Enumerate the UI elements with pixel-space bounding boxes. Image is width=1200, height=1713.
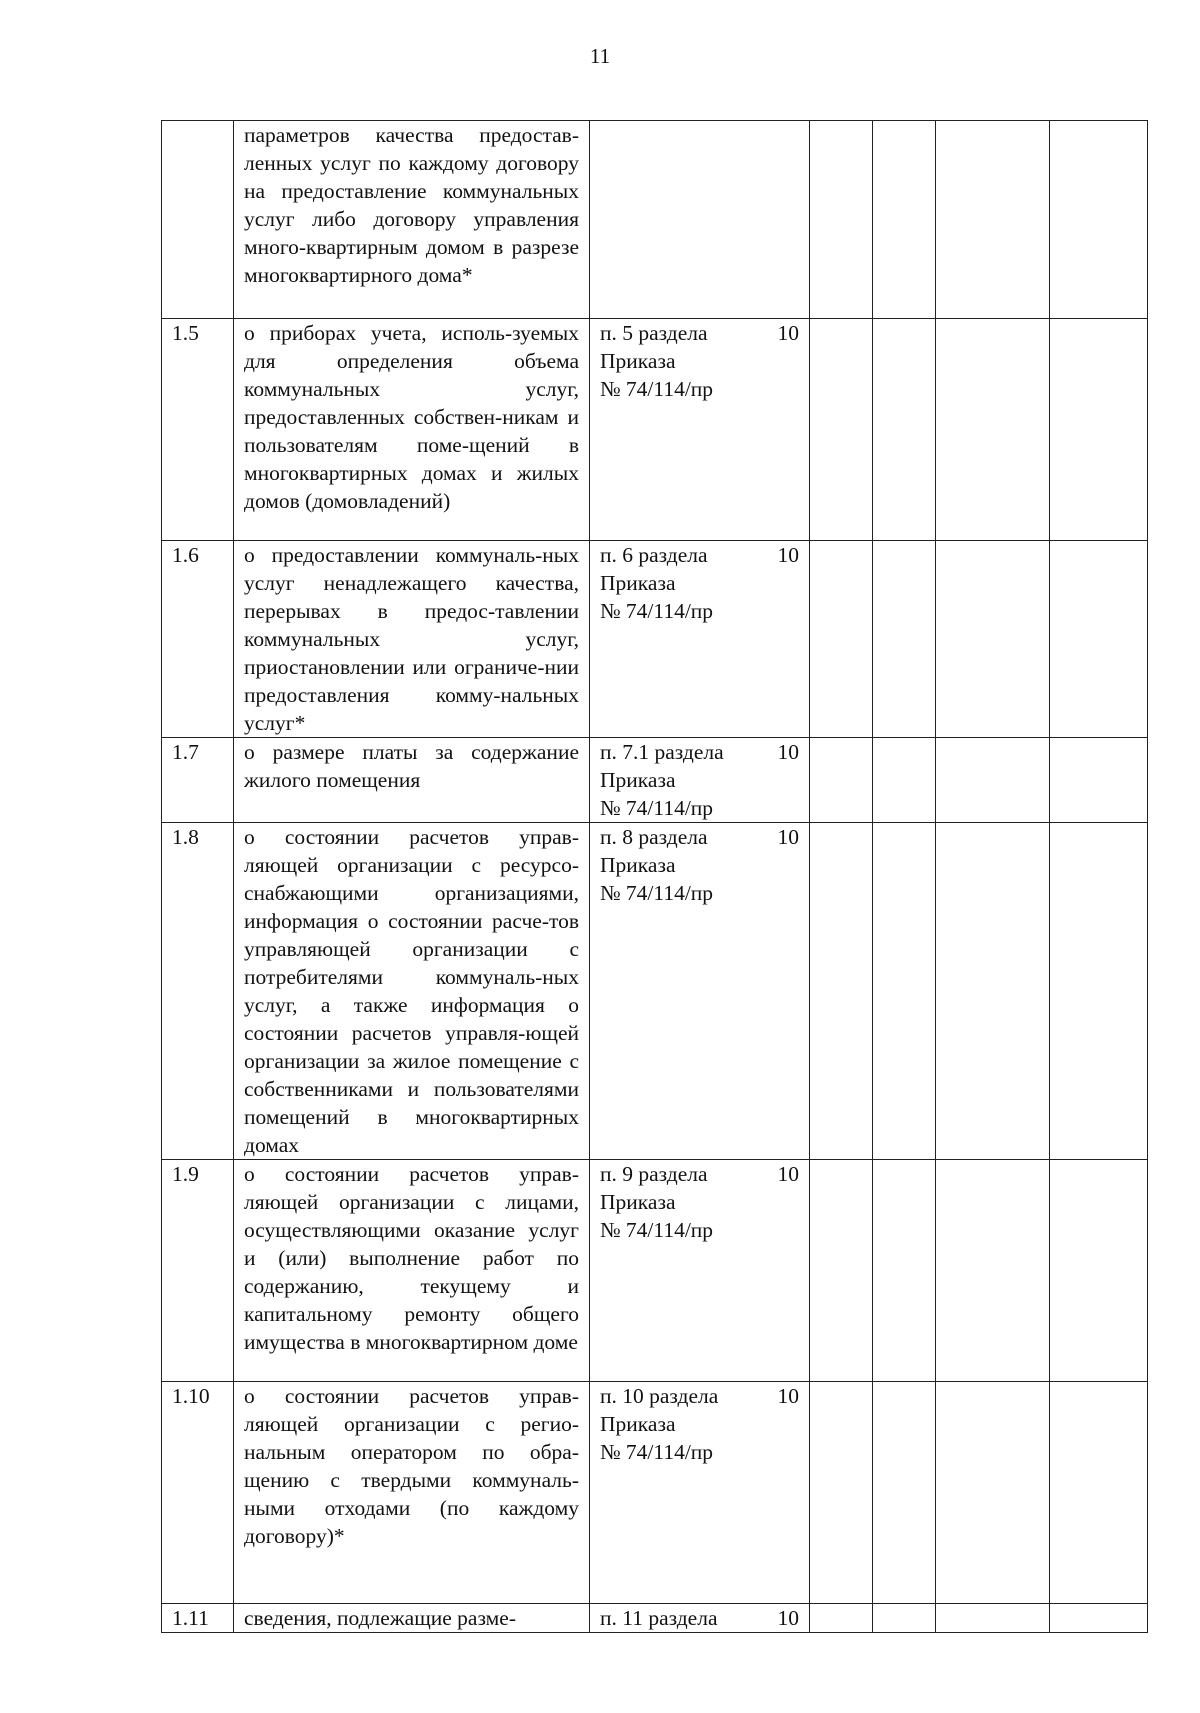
empty-cell bbox=[1050, 738, 1148, 823]
description-cell bbox=[234, 541, 590, 738]
empty-cell bbox=[873, 541, 936, 738]
row-number: 1.11 bbox=[172, 1606, 209, 1630]
description-cell bbox=[234, 823, 590, 1160]
empty-cell bbox=[936, 319, 1050, 541]
row-number: 1.9 bbox=[172, 1162, 199, 1186]
row-number-cell bbox=[162, 1382, 234, 1604]
reference-paragraph: п. 5 раздела bbox=[600, 321, 708, 345]
reference-section-number: 10 bbox=[777, 740, 799, 764]
description-text: о состоянии расчетов управ-ляющей организации с лицами, осуществляющими оказание услуг и (или) выполнение работ по содержанию, текущему и капитальному ремонту общего имущества в многоквартирном доме bbox=[244, 1162, 579, 1354]
row-number: 1.7 bbox=[172, 740, 199, 764]
reference-paragraph: п. 9 раздела bbox=[600, 1162, 708, 1186]
reference-section-number: 10 bbox=[777, 1384, 799, 1408]
description-text: о размере платы за содержание жилого помещения bbox=[244, 740, 579, 792]
reference-order-number: № 74/114/пр bbox=[600, 377, 714, 401]
reference-section-line bbox=[600, 541, 799, 569]
empty-cell bbox=[873, 1382, 936, 1604]
reference-section-number: 10 bbox=[777, 543, 799, 567]
table-row bbox=[162, 823, 1148, 1160]
empty-cell bbox=[936, 1160, 1050, 1382]
row-number-cell bbox=[162, 121, 234, 319]
empty-cell bbox=[1050, 1382, 1148, 1604]
empty-cell bbox=[810, 823, 873, 1160]
table-row bbox=[162, 121, 1148, 319]
reference-order-label: Приказа bbox=[600, 349, 676, 373]
table-row bbox=[162, 1160, 1148, 1382]
empty-cell bbox=[1050, 319, 1148, 541]
reference-section-line bbox=[600, 1382, 799, 1410]
reference-section-number: 10 bbox=[777, 321, 799, 345]
reference-section-line bbox=[600, 1604, 799, 1632]
description-cell bbox=[234, 1382, 590, 1604]
empty-cell bbox=[1050, 823, 1148, 1160]
row-number-cell bbox=[162, 823, 234, 1160]
empty-cell bbox=[810, 738, 873, 823]
reference-cell bbox=[590, 319, 810, 541]
empty-cell bbox=[873, 1604, 936, 1633]
description-text: параметров качества предостав-ленных услуг по каждому договору на предоставление коммунальных услуг либо договору управления много-квартирным домом в разрезе многоквартирного дома* bbox=[244, 123, 579, 287]
table-row bbox=[162, 1604, 1148, 1633]
row-number-cell bbox=[162, 1160, 234, 1382]
reference-order-label: Приказа bbox=[600, 768, 676, 792]
reference-order-label: Приказа bbox=[600, 1190, 676, 1214]
reference-paragraph: п. 6 раздела bbox=[600, 543, 708, 567]
reference-cell bbox=[590, 1604, 810, 1633]
reference-cell bbox=[590, 541, 810, 738]
empty-cell bbox=[873, 823, 936, 1160]
reference-paragraph: п. 7.1 раздела bbox=[600, 740, 724, 764]
empty-cell bbox=[810, 1604, 873, 1633]
empty-cell bbox=[873, 121, 936, 319]
description-text: о приборах учета, исполь-зуемых для определения объема коммунальных услуг, предоставленных собствен-никам и пользователям поме-щений в многоквартирных домах и жилых домов (домовладений) bbox=[244, 321, 579, 513]
empty-cell bbox=[936, 1604, 1050, 1633]
reference-cell bbox=[590, 121, 810, 319]
empty-cell bbox=[1050, 1604, 1148, 1633]
reference-cell bbox=[590, 738, 810, 823]
reference-cell bbox=[590, 1160, 810, 1382]
description-cell bbox=[234, 1160, 590, 1382]
empty-cell bbox=[810, 121, 873, 319]
row-number: 1.5 bbox=[172, 321, 199, 345]
reference-paragraph: п. 8 раздела bbox=[600, 825, 708, 849]
empty-cell bbox=[810, 541, 873, 738]
empty-cell bbox=[1050, 1160, 1148, 1382]
empty-cell bbox=[1050, 541, 1148, 738]
reference-section-line bbox=[600, 738, 799, 766]
reference-cell bbox=[590, 823, 810, 1160]
description-cell bbox=[234, 1604, 590, 1633]
table-row bbox=[162, 1382, 1148, 1604]
row-number: 1.8 bbox=[172, 825, 199, 849]
empty-cell bbox=[936, 738, 1050, 823]
description-text: о состоянии расчетов управ-ляющей организации с регио-нальным оператором по обра-щению с твердыми коммуналь-ными отходами (по каждому договору)* bbox=[244, 1384, 579, 1548]
description-cell bbox=[234, 738, 590, 823]
table-row bbox=[162, 319, 1148, 541]
empty-cell bbox=[873, 738, 936, 823]
empty-cell bbox=[873, 319, 936, 541]
disclosure-table bbox=[161, 120, 1148, 1633]
empty-cell bbox=[810, 1382, 873, 1604]
row-number-cell bbox=[162, 541, 234, 738]
row-number: 1.6 bbox=[172, 543, 199, 567]
table-row bbox=[162, 738, 1148, 823]
description-text: о предоставлении коммуналь-ных услуг ненадлежащего качества, перерывах в предос-тавлении коммунальных услуг, приостановлении или ограниче-нии предоставления комму-нальных услуг* bbox=[244, 543, 579, 735]
row-number-cell bbox=[162, 319, 234, 541]
row-number-cell bbox=[162, 1604, 234, 1633]
description-cell bbox=[234, 319, 590, 541]
empty-cell bbox=[936, 1382, 1050, 1604]
reference-section-line bbox=[600, 1160, 799, 1188]
empty-cell bbox=[873, 1160, 936, 1382]
table-row bbox=[162, 541, 1148, 738]
reference-order-label: Приказа bbox=[600, 853, 676, 877]
description-cell bbox=[234, 121, 590, 319]
page-number: 11 bbox=[589, 44, 611, 68]
reference-order-label: Приказа bbox=[600, 571, 676, 595]
reference-section-number: 10 bbox=[777, 1162, 799, 1186]
empty-cell bbox=[1050, 121, 1148, 319]
reference-order-number: № 74/114/пр bbox=[600, 881, 714, 905]
table-body bbox=[162, 121, 1148, 1633]
reference-section-line bbox=[600, 319, 799, 347]
reference-section-number: 10 bbox=[777, 1606, 799, 1630]
reference-order-number: № 74/114/пр bbox=[600, 1218, 714, 1242]
empty-cell bbox=[936, 541, 1050, 738]
reference-order-number: № 74/114/пр bbox=[600, 599, 714, 623]
empty-cell bbox=[810, 319, 873, 541]
empty-cell bbox=[810, 1160, 873, 1382]
reference-order-number: № 74/114/пр bbox=[600, 796, 714, 820]
row-number: 1.10 bbox=[172, 1384, 210, 1408]
description-text: о состоянии расчетов управ-ляющей организации с ресурсо-снабжающими организациями, информация о состоянии расче-тов управляющей организации с потребителями коммуналь-ных услуг, а также информация о состоянии расчетов управля-ющей организации за жилое помещение с собственниками и пользователями помещений в многоквартирных домах bbox=[244, 825, 579, 1157]
reference-section-number: 10 bbox=[777, 825, 799, 849]
row-number-cell bbox=[162, 738, 234, 823]
reference-paragraph: п. 11 раздела bbox=[600, 1606, 718, 1630]
description-text: сведения, подлежащие разме- bbox=[244, 1606, 516, 1630]
reference-section-line bbox=[600, 823, 799, 851]
empty-cell bbox=[936, 823, 1050, 1160]
reference-order-number: № 74/114/пр bbox=[600, 1440, 714, 1464]
reference-cell bbox=[590, 1382, 810, 1604]
reference-order-label: Приказа bbox=[600, 1412, 676, 1436]
reference-paragraph: п. 10 раздела bbox=[600, 1384, 719, 1408]
empty-cell bbox=[936, 121, 1050, 319]
